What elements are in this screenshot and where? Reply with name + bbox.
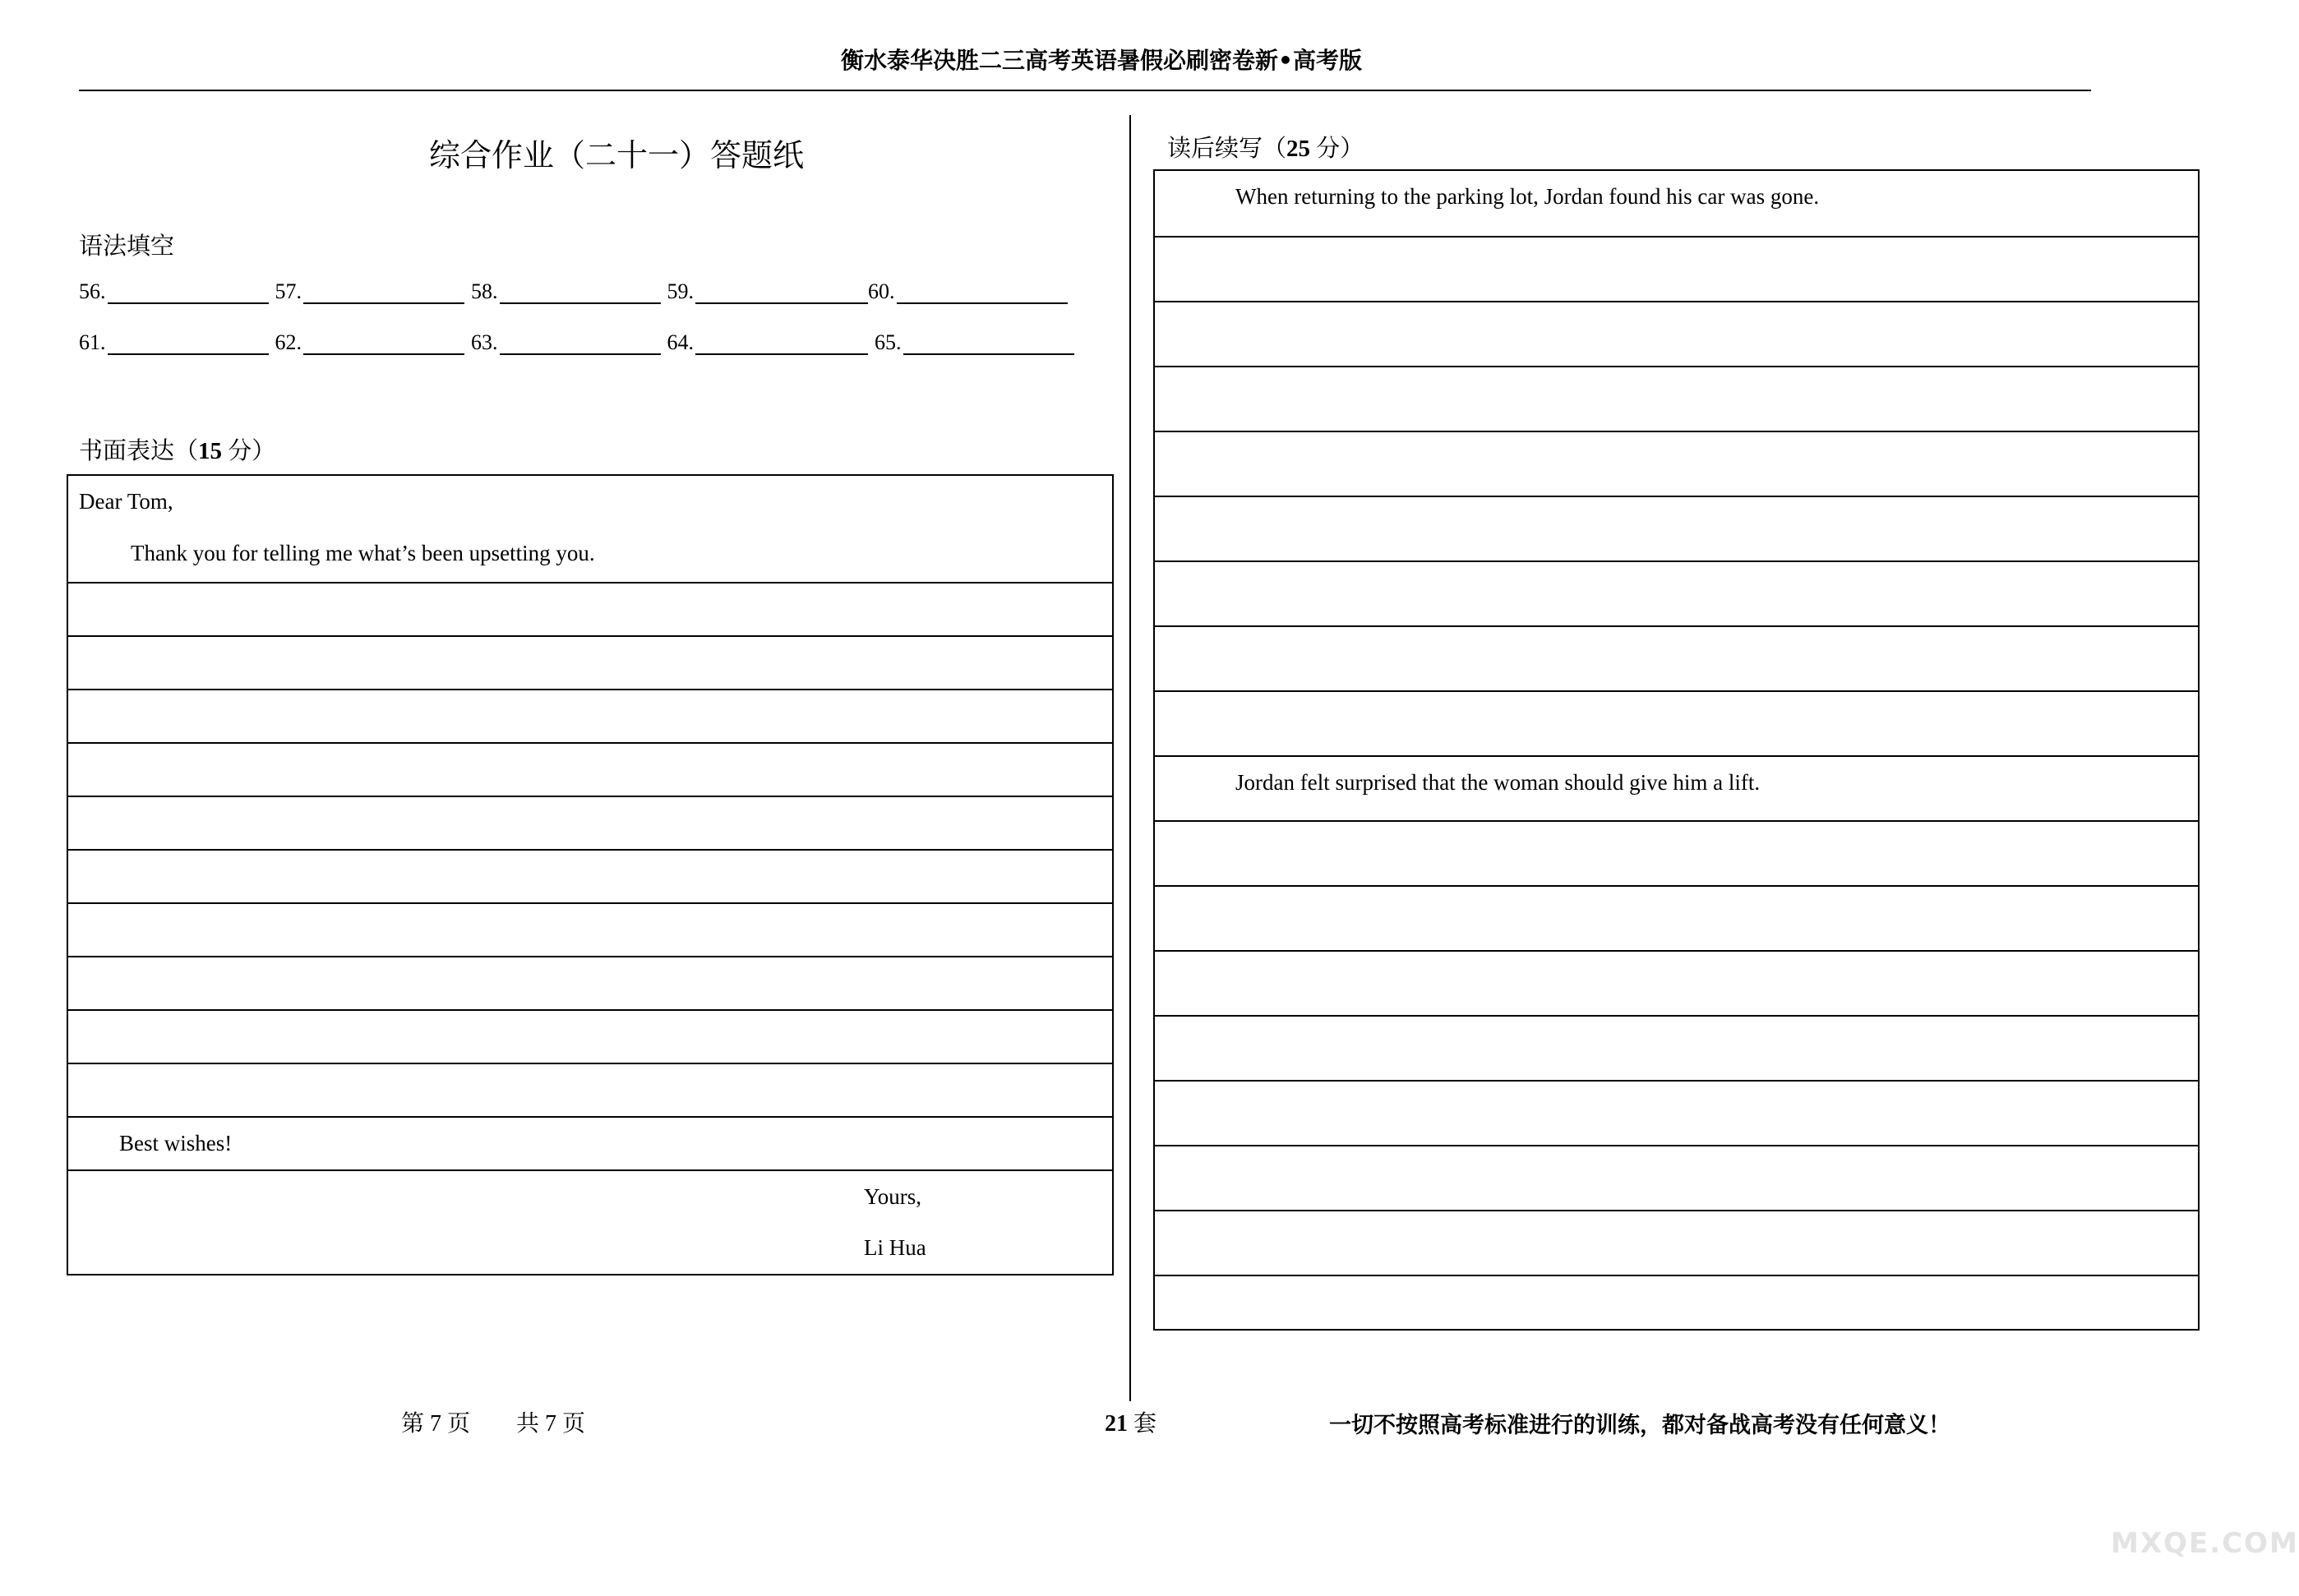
watermark-logo: MXQE.COM <box>2111 1527 2299 1560</box>
blank-item-58[interactable]: 58. <box>471 279 661 304</box>
answer-line[interactable] <box>500 281 661 304</box>
closing-row <box>68 1116 1112 1169</box>
writing-line[interactable] <box>1155 1275 2198 1339</box>
answer-line[interactable] <box>108 332 269 355</box>
para2-start-row <box>1155 755 2198 820</box>
closing-line: Best wishes! <box>119 1131 233 1155</box>
opening-sentence: Thank you for telling me what’s been upsetting you. <box>131 541 595 565</box>
signature-row <box>68 1169 1112 1274</box>
writing-line[interactable] <box>1155 560 2198 625</box>
writing-line[interactable] <box>1155 1145 2198 1210</box>
para1-start-row <box>1155 171 2198 236</box>
continuation-section-label: 读后续写（25 分） <box>1167 136 1364 162</box>
writing-line[interactable] <box>1155 690 2198 755</box>
blank-item-62[interactable]: 62. <box>275 330 465 355</box>
writing-line[interactable] <box>1155 366 2198 431</box>
writing-line[interactable] <box>1155 950 2198 1015</box>
blank-item-59[interactable]: 59. <box>667 279 869 304</box>
writing-line[interactable] <box>68 742 1112 796</box>
writing-line[interactable] <box>1155 1015 2198 1080</box>
signature: Li Hua <box>864 1235 926 1260</box>
continuation-answer-box <box>1153 169 2200 1331</box>
sign-off: Yours, <box>864 1184 922 1209</box>
grammar-blank-row-2 <box>79 330 1074 355</box>
answer-line[interactable] <box>695 332 868 355</box>
blank-item-61[interactable]: 61. <box>79 330 269 355</box>
para2-start-sentence: Jordan felt surprised that the woman should give him a lift. <box>1235 770 1761 795</box>
answer-line[interactable] <box>903 332 1074 355</box>
writing-line[interactable] <box>1155 820 2198 885</box>
answer-line[interactable] <box>303 332 464 355</box>
answer-line[interactable] <box>897 281 1068 304</box>
para1-start-sentence: When returning to the parking lot, Jordan found his car was gone. <box>1235 184 1820 209</box>
answer-line[interactable] <box>108 281 269 304</box>
answer-line[interactable] <box>500 332 661 355</box>
center-divider <box>1129 115 1131 1401</box>
grammar-blank-row-1 <box>79 279 1068 304</box>
blank-item-65[interactable]: 65. <box>875 330 1074 355</box>
writing-line[interactable] <box>1155 431 2198 496</box>
blank-item-64[interactable]: 64. <box>667 330 869 355</box>
writing-line[interactable] <box>1155 301 2198 366</box>
grammar-section-label: 语法填空 <box>79 233 175 260</box>
writing-line[interactable] <box>1155 1210 2198 1275</box>
blank-item-57[interactable]: 57. <box>275 279 465 304</box>
page-number: 第 7 页 共 7 页 <box>401 1411 586 1437</box>
writing-line[interactable] <box>68 902 1112 956</box>
writing-line[interactable] <box>68 1063 1112 1116</box>
writing-line[interactable] <box>1155 496 2198 560</box>
writing-line[interactable] <box>1155 625 2198 690</box>
set-number: 21 套 <box>1105 1411 1157 1437</box>
writing-line[interactable] <box>1155 1080 2198 1145</box>
writing-line[interactable] <box>68 635 1112 689</box>
writing-header-row <box>68 476 1112 582</box>
writing-line[interactable] <box>1155 236 2198 301</box>
header-title: 衡水泰华决胜二三高考英语暑假必刷密卷新•高考版 <box>841 47 1362 74</box>
blank-item-56[interactable]: 56. <box>79 279 269 304</box>
header-rule <box>79 90 2091 91</box>
writing-line[interactable] <box>68 849 1112 902</box>
writing-line[interactable] <box>68 1009 1112 1063</box>
writing-answer-box <box>67 474 1114 1275</box>
sheet-title: 综合作业（二十一）答题纸 <box>428 139 804 173</box>
writing-line[interactable] <box>68 689 1112 742</box>
blank-item-63[interactable]: 63. <box>471 330 661 355</box>
blank-item-60[interactable]: 60. <box>868 279 1068 304</box>
writing-line[interactable] <box>1155 885 2198 950</box>
writing-line[interactable] <box>68 582 1112 635</box>
writing-line[interactable] <box>68 956 1112 1009</box>
answer-line[interactable] <box>303 281 464 304</box>
footer-slogan: 一切不按照高考标准进行的训练，都对备战高考没有任何意义！ <box>1329 1413 1950 1438</box>
salutation: Dear Tom, <box>79 489 173 514</box>
writing-section-label: 书面表达（15 分） <box>79 438 276 464</box>
writing-line[interactable] <box>68 796 1112 849</box>
answer-line[interactable] <box>695 281 868 304</box>
